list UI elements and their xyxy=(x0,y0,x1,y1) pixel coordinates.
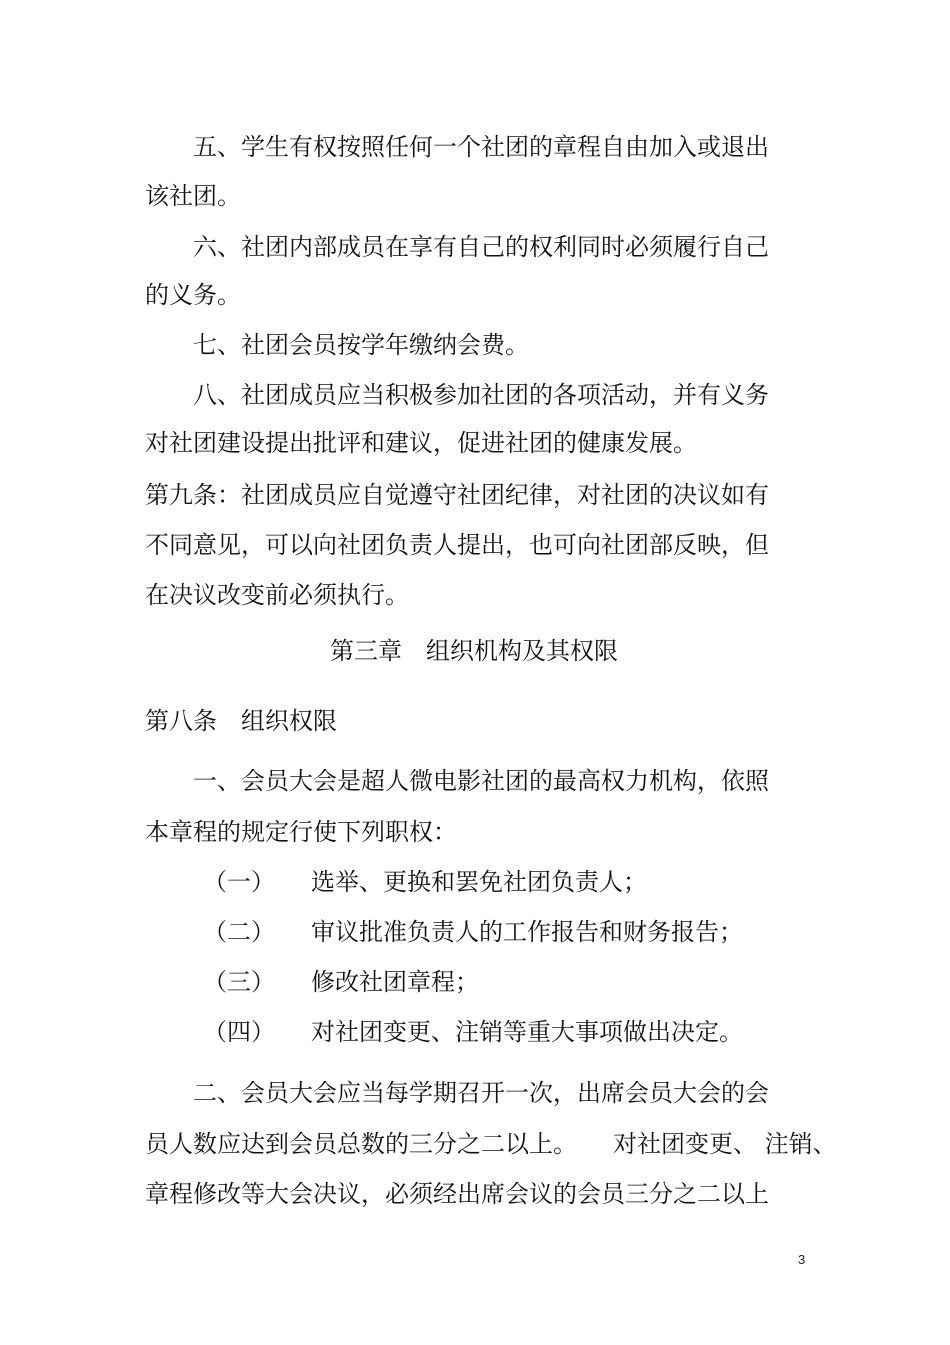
text-line: 六、社团内部成员在享有自己的权利同时必须履行自己 xyxy=(193,233,769,261)
article-heading: 第九条：社团成员应自觉遵守社团纪律，对社团的决议如有 xyxy=(145,481,769,509)
text-line: 二、会员大会应当每学期召开一次，出席会员大会的会 xyxy=(193,1079,769,1107)
text-line: 在决议改变前必须执行。 xyxy=(145,581,409,609)
text-line: 八、社团成员应当积极参加社团的各项活动，并有义务 xyxy=(193,381,769,409)
article-heading: 第八条 组织权限 xyxy=(145,707,337,735)
text-line: 五、学生有权按照任何一个社团的章程自由加入或退出 xyxy=(193,133,769,161)
text-line: 一、会员大会是超人微电影社团的最高权力机构，依照 xyxy=(193,767,769,795)
text-line: 的义务。 xyxy=(145,281,241,309)
list-item: （四） 对社团变更、注销等重大事项做出决定。 xyxy=(203,1018,743,1046)
text-line: 员人数应达到会员总数的三分之二以上。 对社团变更、 注销、 xyxy=(145,1130,837,1158)
text-line: 本章程的规定行使下列职权： xyxy=(145,818,457,846)
text-line: 七、社团会员按学年缴纳会费。 xyxy=(193,331,529,359)
text-line: 章程修改等大会决议，必须经出席会议的会员三分之二以上 xyxy=(145,1180,769,1208)
list-item: （二） 审议批准负责人的工作报告和财务报告； xyxy=(203,918,743,946)
text-line: 对社团建设提出批评和建议，促进社团的健康发展。 xyxy=(145,429,697,457)
list-item: （三） 修改社团章程； xyxy=(203,968,479,996)
chapter-heading: 第三章 组织机构及其权限 xyxy=(330,637,618,665)
list-item: （一） 选举、更换和罢免社团负责人； xyxy=(203,868,647,896)
text-line: 不同意见，可以向社团负责人提出，也可向社团部反映，但 xyxy=(145,531,769,559)
page-number: 3 xyxy=(798,1252,806,1267)
text-line: 该社团。 xyxy=(145,182,241,210)
